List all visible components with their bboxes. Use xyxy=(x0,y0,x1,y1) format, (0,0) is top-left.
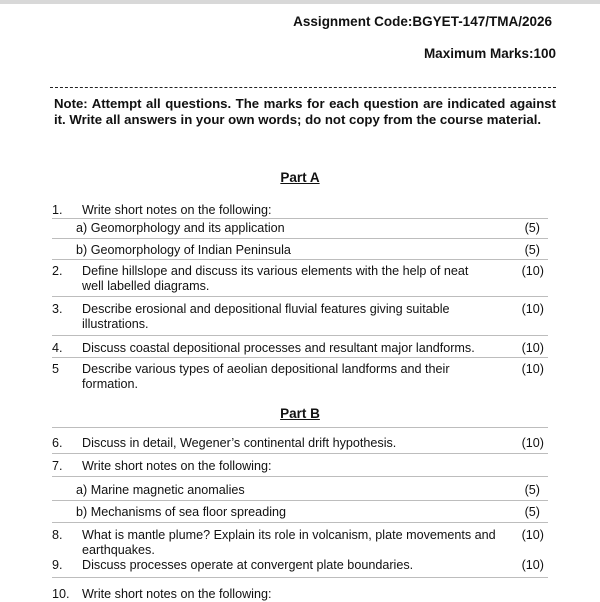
question-text: Describe erosional and depositional fluvial features giving suitable illustrations. xyxy=(82,302,450,331)
row-rule xyxy=(52,522,548,523)
question-text: Define hillslope and discuss its various elements with the help of neat well labelled diagrams. xyxy=(82,264,469,293)
question-number: 6. xyxy=(52,436,63,450)
question-marks: (10) xyxy=(521,302,544,316)
dashed-divider xyxy=(50,87,556,88)
question-text: Discuss in detail, Wegener’s continental drift hypothesis. xyxy=(82,436,397,450)
note-text: Attempt all questions. The marks for each question are indicated against it. Write all answers in your own words; do not copy from the course material. xyxy=(54,96,556,127)
row-rule xyxy=(52,357,548,358)
question-text: Discuss coastal depositional processes and resultant major landforms. xyxy=(82,341,475,355)
row-rule xyxy=(52,296,548,297)
question-number: 8. xyxy=(52,528,63,542)
subquestion-marks: (5) xyxy=(524,221,540,235)
subquestion-text: b) Mechanisms of sea floor spreading xyxy=(76,505,286,519)
question-marks: (10) xyxy=(521,341,544,355)
row-rule xyxy=(52,259,548,260)
question-text: Describe various types of aeolian depositional landforms and their formation. xyxy=(82,362,450,391)
subquestion-text: a) Geomorphology and its application xyxy=(76,221,285,235)
question-text: Discuss processes operate at convergent plate boundaries. xyxy=(82,558,414,572)
subquestion-text: b) Geomorphology of Indian Peninsula xyxy=(76,243,291,257)
top-edge-strip xyxy=(0,0,600,4)
question-number: 7. xyxy=(52,459,63,473)
row-rule xyxy=(52,476,548,477)
question-marks: (10) xyxy=(521,362,544,376)
row-rule xyxy=(52,453,548,454)
question-text: Write short notes on the following: xyxy=(82,459,272,473)
question-text: Write short notes on the following: xyxy=(82,587,272,601)
question-number: 1. xyxy=(52,203,63,217)
maximum-marks: Maximum Marks:100 xyxy=(423,46,556,61)
row-rule xyxy=(52,500,548,501)
question-number: 3. xyxy=(52,302,63,316)
row-rule xyxy=(52,577,548,578)
question-marks: (10) xyxy=(521,264,544,278)
row-rule xyxy=(52,238,548,239)
question-marks: (10) xyxy=(521,558,544,572)
question-text: Write short notes on the following: xyxy=(82,203,272,217)
row-rule xyxy=(52,335,548,336)
question-number: 4. xyxy=(52,341,63,355)
question-number: 2. xyxy=(52,264,63,278)
assignment-code: Assignment Code:BGYET-147/TMA/2026 xyxy=(293,14,552,29)
subquestion-marks: (5) xyxy=(524,505,540,519)
instructions-note xyxy=(54,96,556,128)
subquestion-marks: (5) xyxy=(524,243,540,257)
note-label: Note: xyxy=(54,96,88,111)
part-b-heading: Part B xyxy=(280,406,320,421)
question-text: What is mantle plume? Explain its role in volcanism, plate movements and earthquakes. xyxy=(82,528,496,557)
part-a-heading: Part A xyxy=(280,170,320,185)
question-marks: (10) xyxy=(521,528,544,542)
question-marks: (10) xyxy=(521,436,544,450)
row-rule xyxy=(52,427,548,428)
question-number: 9. xyxy=(52,558,63,572)
row-rule xyxy=(52,218,548,219)
subquestion-text: a) Marine magnetic anomalies xyxy=(76,483,245,497)
question-number: 5 xyxy=(52,362,60,376)
question-number: 10. xyxy=(52,587,70,601)
subquestion-marks: (5) xyxy=(524,483,540,497)
